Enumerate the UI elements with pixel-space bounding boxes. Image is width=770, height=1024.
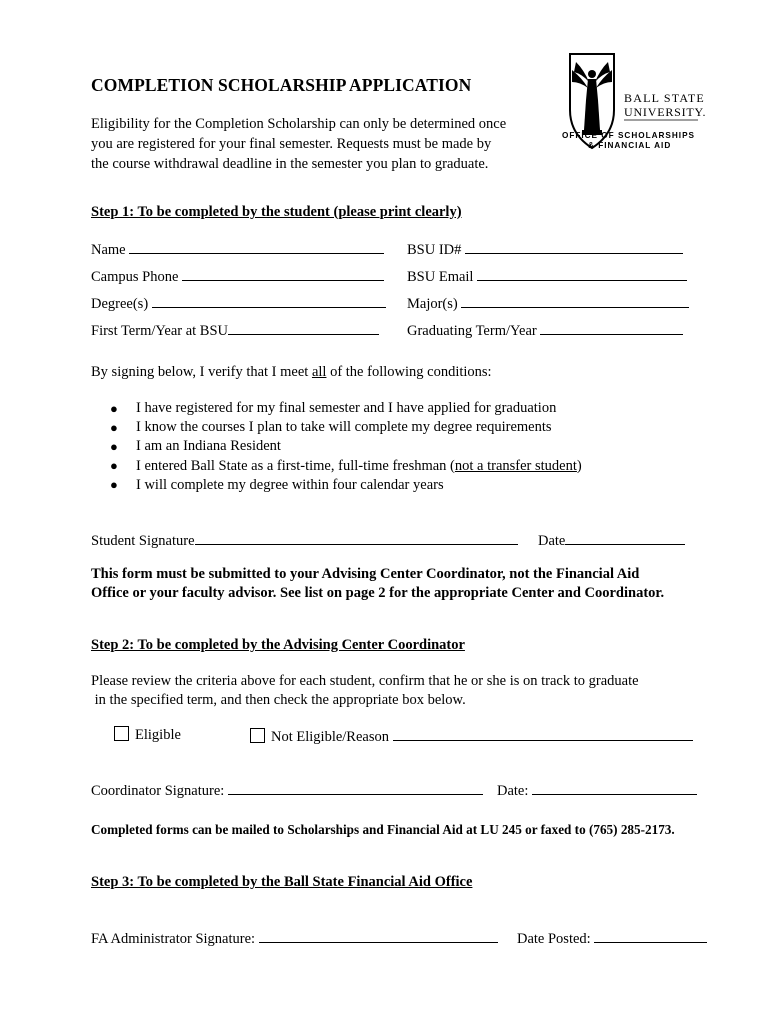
logo-text: & FINANCIAL AID — [588, 141, 672, 150]
notice-line: This form must be submitted to your Advising Center Coordinator, not the Financial Aid — [91, 566, 640, 582]
form-title: COMPLETION SCHOLARSHIP APPLICATION — [91, 75, 472, 95]
coordinator-date-field[interactable] — [497, 780, 697, 800]
student-date-label: Date — [538, 533, 566, 549]
bullet-icon: ● — [110, 400, 118, 416]
condition-text: I am an Indiana Resident — [136, 438, 281, 455]
verify-all-text: all — [311, 364, 327, 380]
bsu-email-label: BSU Email — [407, 269, 474, 285]
graduating-term-field[interactable] — [407, 320, 683, 340]
bsu-id-line[interactable] — [465, 239, 683, 254]
list-item — [110, 476, 582, 495]
campus-phone-label: Campus Phone — [91, 269, 179, 285]
coordinator-signature-field[interactable] — [91, 780, 483, 800]
intro-line: Eligibility for the Completion Scholarship can only be determined once — [91, 116, 507, 132]
fa-signature-line[interactable] — [259, 928, 498, 943]
intro-paragraph — [91, 114, 541, 174]
bullet-icon: ● — [110, 438, 118, 454]
mail-fax-note: Completed forms can be mailed to Scholarships and Financial Aid at LU 245 or faxed to (765) 285-2173. — [91, 822, 675, 837]
transfer-note: not a transfer student — [454, 457, 577, 474]
date-posted-line[interactable] — [594, 928, 707, 943]
logo-text: BALL STATE — [624, 91, 705, 105]
condition-text: I entered Ball State as a first-time, full-time freshman ( — [136, 457, 455, 474]
condition-text: I know the courses I plan to take will complete my degree requirements — [136, 419, 552, 436]
verify-text: By signing below, I verify that I meet — [91, 364, 312, 380]
student-signature-label: Student Signature — [91, 533, 195, 549]
ball-state-logo — [562, 52, 712, 157]
condition-text: I will complete my degree within four calendar years — [136, 476, 444, 493]
name-line[interactable] — [129, 239, 384, 254]
coordinator-signature-line[interactable] — [228, 780, 483, 795]
verify-statement — [91, 364, 492, 381]
not-eligible-checkbox-option[interactable] — [250, 726, 693, 746]
verify-text: of the following conditions: — [326, 364, 492, 380]
logo-text: UNIVERSITY. — [624, 105, 707, 119]
conditions-list — [110, 399, 582, 495]
bsu-email-line[interactable] — [477, 266, 687, 281]
submission-notice — [91, 565, 664, 603]
list-item — [110, 418, 582, 437]
list-item — [110, 457, 582, 476]
notice-line: Office or your faculty advisor. See list on page 2 for the appropriate Center and Coordinator. — [91, 585, 665, 601]
degrees-field[interactable] — [91, 293, 386, 313]
condition-text: ) — [576, 457, 582, 474]
bullet-icon: ● — [110, 477, 118, 493]
date-posted-label: Date Posted: — [517, 931, 591, 947]
intro-line: the course withdrawal deadline in the semester you plan to graduate. — [91, 156, 489, 172]
fa-signature-field[interactable] — [91, 928, 498, 948]
fa-signature-label: FA Administrator Signature: — [91, 931, 256, 947]
first-term-field[interactable] — [91, 320, 379, 340]
condition-text: I have registered for my final semester and I have applied for graduation — [136, 400, 557, 417]
student-signature-field[interactable] — [91, 530, 518, 550]
name-field[interactable] — [91, 239, 384, 259]
first-term-line[interactable] — [228, 320, 379, 335]
graduating-term-label: Graduating Term/Year — [407, 323, 537, 339]
reason-line[interactable] — [393, 726, 693, 741]
name-label: Name — [91, 242, 126, 258]
first-term-label: First Term/Year at BSU — [91, 323, 229, 339]
instruction-line: Please review the criteria above for each student, confirm that he or she is on track to graduate — [91, 673, 639, 689]
logo-text: OFFICE OF SCHOLARSHIPS — [562, 131, 695, 140]
student-date-field[interactable] — [538, 530, 685, 550]
student-signature-line[interactable] — [195, 530, 518, 545]
degrees-line[interactable] — [152, 293, 386, 308]
cardinal-statue-icon — [562, 52, 712, 157]
campus-phone-line[interactable] — [182, 266, 384, 281]
student-date-line[interactable] — [565, 530, 685, 545]
instruction-line: in the specified term, and then check the appropriate box below. — [91, 691, 466, 708]
eligible-checkbox[interactable] — [114, 726, 129, 741]
graduating-term-line[interactable] — [540, 320, 683, 335]
bsu-email-field[interactable] — [407, 266, 687, 286]
bsu-id-label: BSU ID# — [407, 242, 462, 258]
majors-field[interactable] — [407, 293, 689, 313]
not-eligible-checkbox[interactable] — [250, 728, 265, 743]
date-posted-field[interactable] — [517, 928, 707, 948]
intro-line: you are registered for your final semester. Requests must be made by — [91, 136, 492, 152]
eligible-label: Eligible — [135, 727, 181, 743]
campus-phone-field[interactable] — [91, 266, 384, 286]
coordinator-signature-label: Coordinator Signature: — [91, 783, 225, 799]
step1-heading: Step 1: To be completed by the student (please print clearly) — [91, 204, 462, 220]
step2-heading: Step 2: To be completed by the Advising Center Coordinator — [91, 637, 465, 653]
degrees-label: Degree(s) — [91, 296, 149, 312]
step3-heading: Step 3: To be completed by the Ball State Financial Aid Office — [91, 874, 473, 890]
majors-line[interactable] — [461, 293, 689, 308]
bullet-icon: ● — [110, 458, 118, 474]
eligible-checkbox-option[interactable] — [114, 726, 181, 744]
not-eligible-label: Not Eligible/Reason — [271, 729, 389, 745]
bsu-id-field[interactable] — [407, 239, 683, 259]
coordinator-date-line[interactable] — [532, 780, 697, 795]
list-item — [110, 399, 582, 418]
majors-label: Major(s) — [407, 296, 458, 312]
list-item — [110, 437, 582, 456]
step2-instructions — [91, 672, 639, 709]
coordinator-date-label: Date: — [497, 783, 529, 799]
bullet-icon: ● — [110, 419, 118, 435]
